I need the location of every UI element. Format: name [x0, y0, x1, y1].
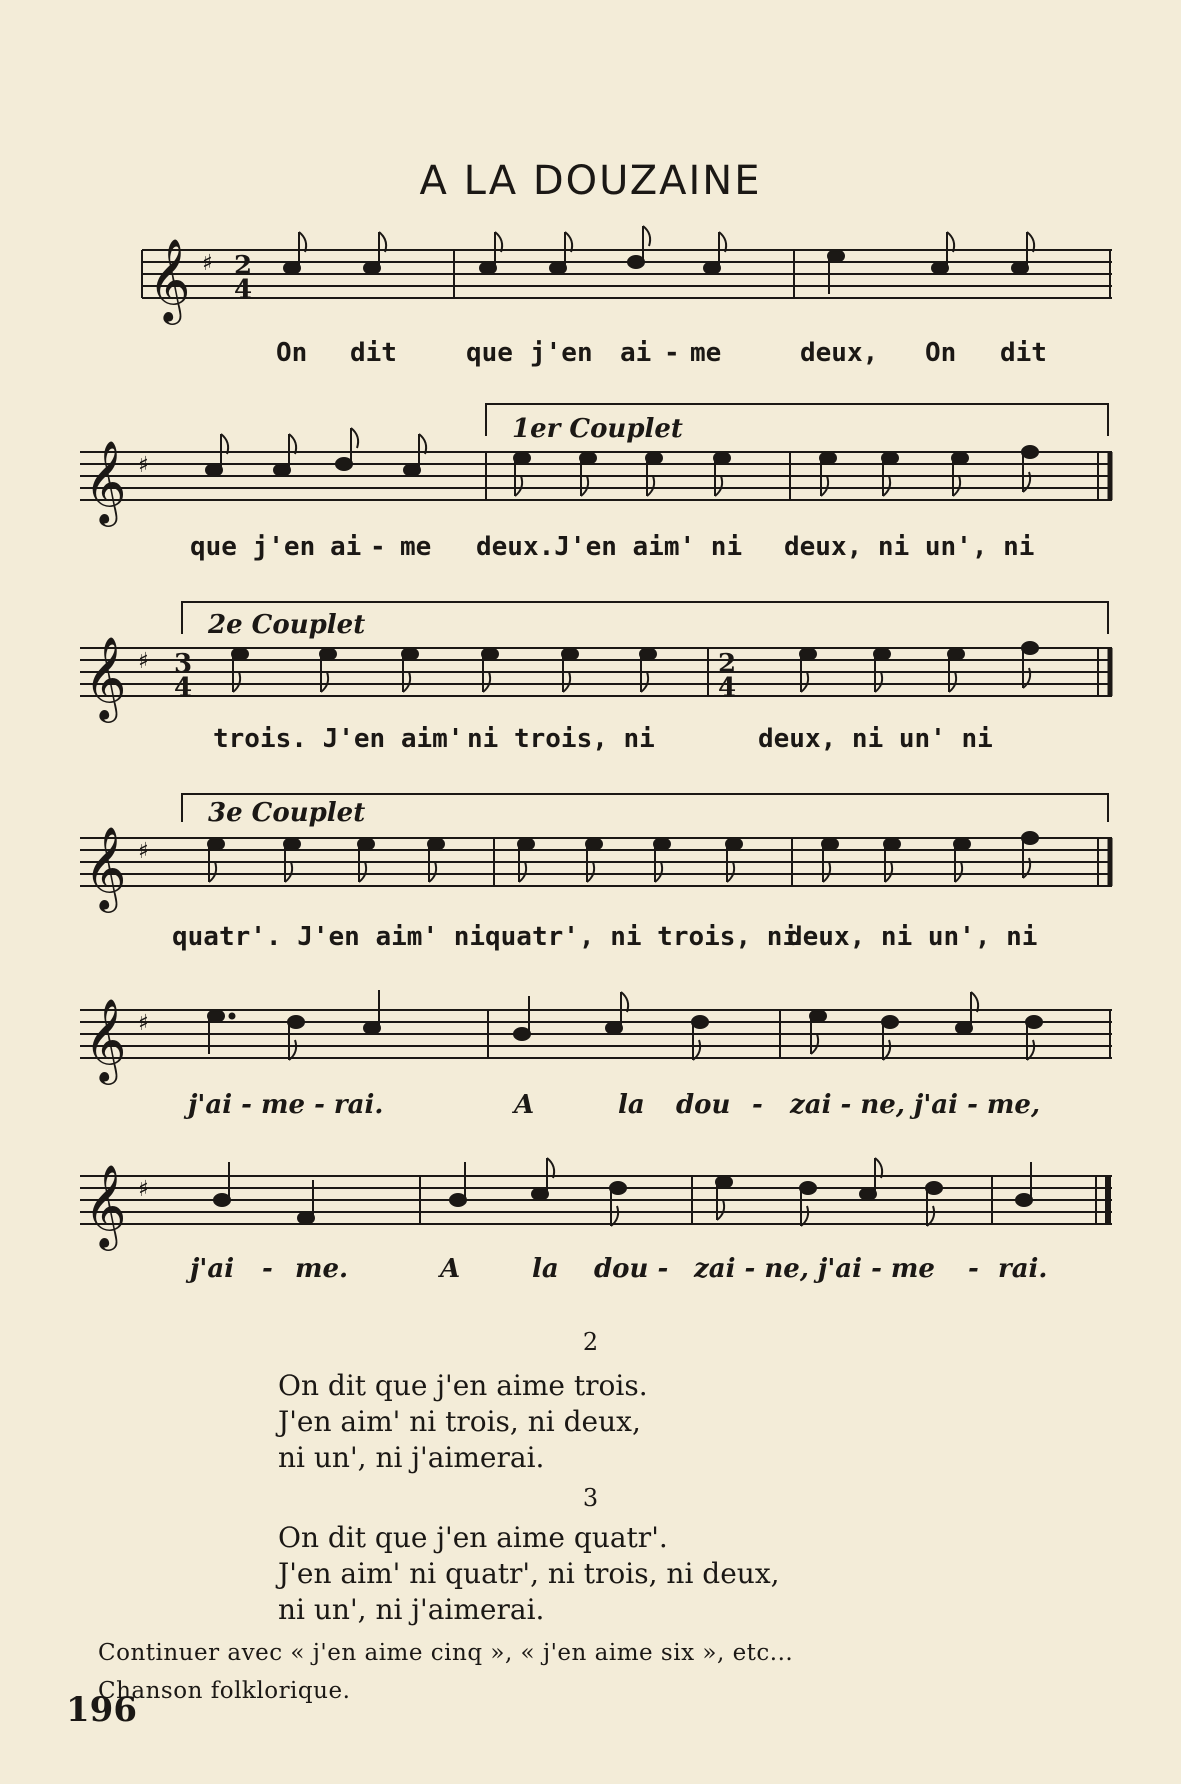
music-system-5 — [0, 986, 1181, 1166]
lyric: dou - — [594, 1254, 669, 1284]
page-number: 196 — [66, 1690, 137, 1730]
verse-2 — [278, 1368, 648, 1476]
song-title: A LA DOUZAINE — [419, 158, 762, 204]
lyric: ai — [330, 532, 362, 562]
lyrics-line-2 — [0, 532, 1181, 572]
lyric: quatr', ni trois, ni — [485, 922, 799, 952]
sharp-icon: ♯ — [202, 251, 213, 276]
sharp-icon: ♯ — [138, 649, 149, 674]
lyric: deux, ni un', ni — [787, 922, 1038, 952]
lyric: dit — [1000, 338, 1047, 368]
treble-clef-icon: 𝄞 — [84, 439, 127, 523]
lyric: que — [466, 338, 513, 368]
lyrics-line-1 — [0, 338, 1181, 378]
lyric: zai - ne, j'ai - me, — [790, 1090, 1041, 1120]
couplet-label: 2e Couplet — [208, 610, 366, 640]
lyric: - — [664, 338, 680, 368]
verse-line: On dit que j'en aime trois. — [278, 1369, 648, 1402]
lyric: j'ai - me - rai. — [188, 1090, 384, 1120]
lyric: quatr'. J'en aim' ni — [172, 922, 486, 952]
treble-clef-icon: 𝄞 — [84, 997, 127, 1081]
sharp-icon: ♯ — [138, 1011, 149, 1036]
verse-line: J'en aim' ni quatr', ni trois, ni deux, — [278, 1557, 780, 1590]
treble-clef-icon: 𝄞 — [84, 635, 127, 719]
lyric: - — [262, 1254, 273, 1284]
lyrics-line-3 — [0, 724, 1181, 764]
verse-line: ni un', ni j'aimerai. — [278, 1593, 545, 1626]
lyrics-line-5 — [0, 1090, 1181, 1130]
lyric: dou — [676, 1090, 731, 1120]
couplet-label: 1er Couplet — [512, 414, 683, 444]
sharp-icon: ♯ — [138, 839, 149, 864]
svg-text:4: 4 — [234, 275, 253, 305]
lyric: On — [276, 338, 308, 368]
lyrics-line-4 — [0, 922, 1181, 962]
sharp-icon: ♯ — [138, 1177, 149, 1202]
lyric: me. — [295, 1254, 349, 1284]
lyric: trois. J'en aim' — [213, 724, 464, 754]
verse-line: On dit que j'en aime quatr'. — [278, 1521, 668, 1554]
treble-clef-icon: 𝄞 — [84, 825, 127, 909]
lyric: rai. — [998, 1254, 1048, 1284]
lyric: deux.J'en aim' ni — [476, 532, 743, 562]
verse-line: ni un', ni j'aimerai. — [278, 1441, 545, 1474]
verse-3 — [278, 1520, 780, 1628]
lyric: A — [514, 1090, 535, 1120]
lyric: que j'en — [190, 532, 316, 562]
lyric: j'en — [530, 338, 593, 368]
lyric: dit — [350, 338, 397, 368]
lyric: deux, ni un', ni — [784, 532, 1035, 562]
lyric: - — [370, 532, 386, 562]
lyric: la — [618, 1090, 645, 1120]
couplet-label: 3e Couplet — [208, 798, 366, 828]
lyric: A — [440, 1254, 461, 1284]
verse-line: J'en aim' ni trois, ni deux, — [278, 1405, 641, 1438]
svg-text:4: 4 — [174, 673, 193, 703]
svg-text:2: 2 — [718, 649, 737, 679]
lyric: j'ai — [190, 1254, 235, 1284]
sharp-icon: ♯ — [138, 453, 149, 478]
treble-clef-icon: 𝄞 — [84, 1163, 127, 1247]
lyric: me — [690, 338, 722, 368]
lyric: la — [532, 1254, 559, 1284]
svg-text:2: 2 — [234, 251, 253, 281]
treble-clef-icon: 𝄞 — [148, 237, 191, 321]
verse-number: 2 — [582, 1328, 599, 1356]
lyric: deux, — [800, 338, 879, 368]
lyric: - — [968, 1254, 979, 1284]
lyric: me — [400, 532, 432, 562]
verse-number: 3 — [582, 1484, 599, 1512]
svg-text:4: 4 — [718, 673, 737, 703]
lyric: zai - ne, j'ai - me — [694, 1254, 935, 1284]
lyric: On — [925, 338, 957, 368]
lyric: ni trois, ni — [467, 724, 655, 754]
lyric: ai — [620, 338, 652, 368]
lyric: deux, ni un' ni — [758, 724, 993, 754]
continue-note: Continuer avec « j'en aime cinq », « j'en aime six », etc... — [98, 1640, 794, 1666]
svg-text:3: 3 — [174, 649, 193, 679]
music-system-6 — [0, 1150, 1181, 1330]
lyric: - — [752, 1090, 763, 1120]
lyrics-line-6 — [0, 1254, 1181, 1294]
source-note: Chanson folklorique. — [98, 1678, 351, 1704]
